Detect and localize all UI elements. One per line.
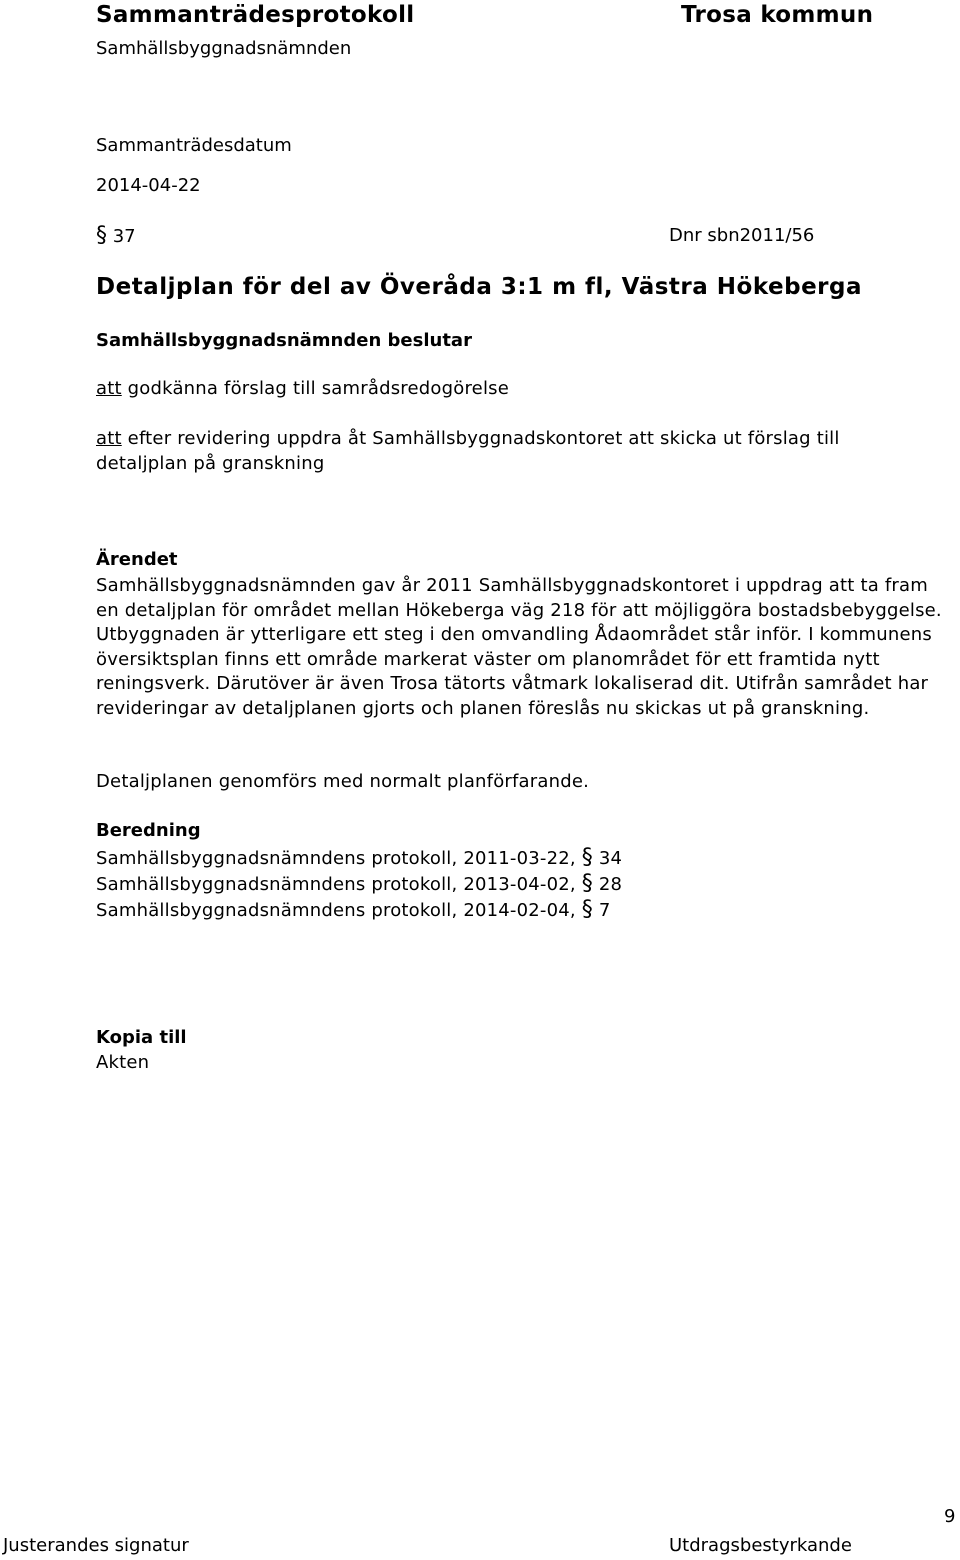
- paragraph-number: 28: [592, 874, 623, 895]
- protocol-reference: Samhällsbyggnadsnämndens protokoll, 2011-03-22,: [96, 848, 582, 869]
- municipality-name: Trosa kommun: [681, 2, 874, 28]
- preparation-item: [96, 871, 622, 897]
- paragraph-sign: §: [96, 223, 107, 248]
- document-type-title: Sammanträdesprotokoll: [96, 2, 415, 28]
- paragraph-number: 37: [112, 226, 136, 247]
- meeting-date: 2014-04-22: [96, 175, 201, 196]
- decision-marker: att: [96, 378, 122, 399]
- copy-heading: Kopia till: [96, 1027, 187, 1048]
- protocol-reference: Samhällsbyggnadsnämndens protokoll, 2014-02-04,: [96, 900, 582, 921]
- preparation-heading: Beredning: [96, 820, 201, 841]
- matter-paragraph: [96, 574, 956, 721]
- decision-text: efter revidering uppdra åt Samhällsbyggnadskontoret att skicka ut förslag till detaljplan på granskning: [96, 428, 840, 474]
- footer-certification-label: Utdragsbestyrkande: [669, 1535, 852, 1556]
- diary-number: Dnr sbn2011/56: [669, 225, 815, 246]
- matter-procedure: Detaljplanen genomförs med normalt planförfarande.: [96, 771, 590, 792]
- decision-heading: Samhällsbyggnadsnämnden beslutar: [96, 330, 472, 351]
- matter-heading: Ärendet: [96, 549, 178, 570]
- decision-item: [96, 427, 936, 476]
- footer-signature-label: Justerandes signatur: [3, 1535, 189, 1556]
- copy-recipient: Akten: [96, 1052, 150, 1073]
- paragraph-sign: §: [581, 845, 593, 870]
- paragraph-number: 34: [592, 848, 623, 869]
- decision-item: [96, 378, 509, 399]
- preparation-list: [96, 845, 622, 923]
- decision-marker: att: [96, 428, 122, 449]
- meeting-date-label: Sammanträdesdatum: [96, 135, 292, 156]
- paragraph-number: 7: [592, 900, 611, 921]
- page-number: 9: [944, 1506, 956, 1527]
- preparation-item: [96, 897, 622, 923]
- protocol-reference: Samhällsbyggnadsnämndens protokoll, 2013-04-02,: [96, 874, 582, 895]
- paragraph-sign: §: [581, 871, 593, 896]
- decision-text: godkänna förslag till samrådsredogörelse: [121, 378, 509, 399]
- paragraph-sign: §: [581, 897, 593, 922]
- preparation-item: [96, 845, 622, 871]
- case-title: Detaljplan för del av Överåda 3:1 m fl, Västra Hökeberga: [96, 274, 863, 300]
- matter-text: Samhällsbyggnadsnämnden gav år 2011 Samhällsbyggnadskontoret i uppdrag att ta fram en detaljplan för området mellan Hökeberga väg 218 för att möjliggöra bostadsbebyggelse. Utbyggnaden är ytterligare ett steg i den omvandling Ådaområdet står inför. I kommunens översiktsplan finns ett område markerat väster om planområdet för ett framtida nytt reningsverk. Därutöver är även Trosa tätorts våtmark lokaliserad dit. Utifrån samrådet har revideringar av detaljplanen gjorts och planen föreslås nu skickas ut på granskning.: [96, 575, 942, 719]
- paragraph-reference: [96, 223, 136, 248]
- committee-name: Samhällsbyggnadsnämnden: [96, 38, 352, 59]
